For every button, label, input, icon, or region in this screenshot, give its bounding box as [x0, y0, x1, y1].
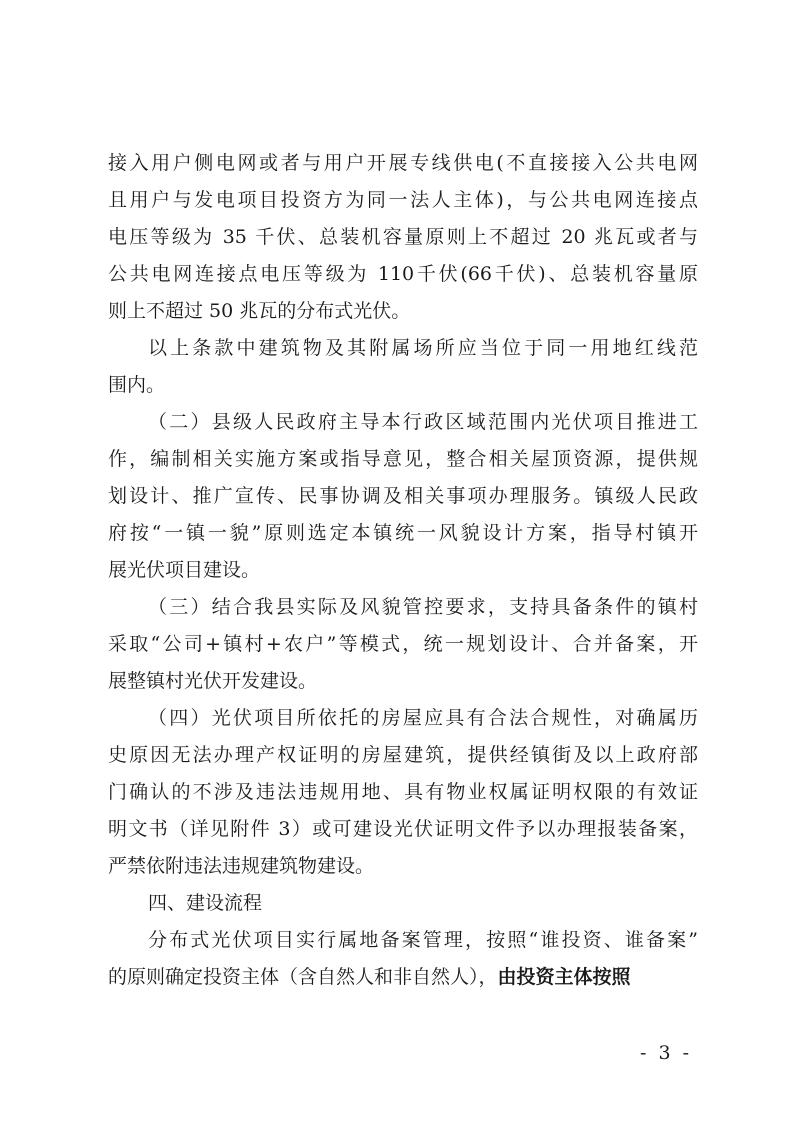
paragraph-line: 史原因无法办理产权证明的房屋建筑，提供经镇街及以上政府部 — [108, 744, 698, 766]
paragraph-line: 围内。 — [108, 374, 166, 396]
paragraph-line: 展整镇村光伏开发建设。 — [108, 670, 318, 692]
paragraph-line: 电压等级为 35 千伏、总装机容量原则上不超过 20 兆瓦或者与 — [108, 226, 698, 248]
paragraph-line: 接入用户侧电网或者与用户开展专线供电(不直接接入公共电网 — [108, 152, 698, 174]
paragraph-line: （二）县级人民政府主导本行政区域范围内光伏项目推进工 — [148, 411, 698, 433]
paragraph-line: 则上不超过 50 兆瓦的分布式光伏。 — [108, 300, 411, 322]
paragraph-line — [108, 964, 698, 990]
paragraph-line: 且用户与发电项目投资方为同一法人主体)，与公共电网连接点 — [108, 189, 698, 211]
paragraph-line: 明文书（详见附件 3）或可建设光伏证明文件予以办理报装备案， — [108, 818, 698, 840]
paragraph-line: 展光伏项目建设。 — [108, 559, 261, 581]
paragraph-line: 严禁依附违法违规建筑物建设。 — [108, 855, 375, 877]
bold-emphasis-text: 由投资主体按照 — [497, 966, 631, 988]
paragraph-line: 作，编制相关实施方案或指导意见，整合相关屋顶资源，提供规 — [108, 448, 698, 470]
paragraph-text: 的原则确定投资主体（含自然人和非自然人）， — [108, 966, 498, 988]
paragraph-line: （三）结合我县实际及风貌管控要求，支持具备条件的镇村 — [148, 596, 698, 618]
section-heading: 四、建设流程 — [148, 892, 263, 914]
paragraph-line: 划设计、推广宣传、民事协调及相关事项办理服务。镇级人民政 — [108, 485, 698, 507]
paragraph-line: 府按“一镇一貌”原则选定本镇统一风貌设计方案，指导村镇开 — [108, 522, 698, 544]
paragraph-line: （四）光伏项目所依托的房屋应具有合法合规性，对确属历 — [148, 707, 698, 729]
paragraph-line: 采取“公司+镇村+农户”等模式，统一规划设计、合并备案，开 — [108, 633, 698, 655]
page-number: - 3 - — [640, 1042, 693, 1064]
paragraph-line: 公共电网连接点电压等级为 110千伏(66千伏)、总装机容量原 — [108, 263, 698, 285]
paragraph-line: 以上条款中建筑物及其附属场所应当位于同一用地红线范 — [148, 337, 698, 359]
paragraph-line: 门确认的不涉及违法违规用地、具有物业权属证明权限的有效证 — [108, 781, 698, 803]
paragraph-line: 分布式光伏项目实行属地备案管理，按照“谁投资、谁备案” — [148, 929, 698, 951]
